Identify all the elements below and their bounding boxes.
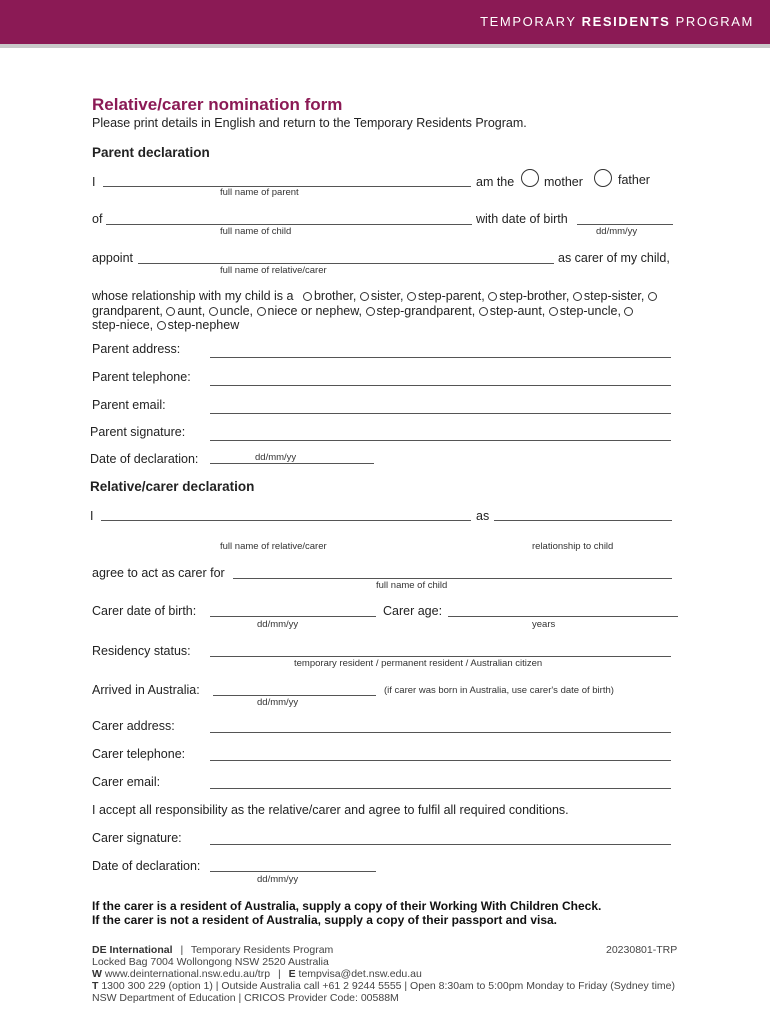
- parent-telephone-field[interactable]: [210, 385, 671, 386]
- relationship-label: step-aunt,: [489, 303, 546, 318]
- parent-date-label: Date of declaration:: [90, 452, 199, 466]
- relationship-radio[interactable]: [257, 307, 266, 316]
- relationship-label: uncle,: [219, 303, 254, 318]
- full-name-parent-hint: full name of parent: [220, 187, 299, 198]
- parent-address-label: Parent address:: [92, 342, 181, 356]
- parent-email-label: Parent email:: [92, 398, 166, 412]
- footer-website[interactable]: www.deinternational.nsw.edu.au/trp: [104, 968, 271, 980]
- residency-field[interactable]: [210, 656, 671, 657]
- wwcc-notice: If the carer is a resident of Australia, supply a copy of their Working With Children Check.: [92, 899, 602, 913]
- with-dob-label: with date of birth: [476, 212, 568, 226]
- parent-address-field[interactable]: [210, 357, 671, 358]
- carer-age-field[interactable]: [448, 616, 678, 617]
- carer-name-field[interactable]: [138, 263, 554, 264]
- footer-dept: NSW Department of Education | CRICOS Provider Code: 00588M: [92, 992, 399, 1004]
- carer-email-label: Carer email:: [92, 775, 161, 789]
- relationship-label: aunt,: [177, 303, 206, 318]
- carer-signature-field[interactable]: [210, 844, 671, 845]
- carer-full-name-hint: full name of relative/carer: [220, 541, 327, 552]
- carer-years-hint: years: [532, 619, 556, 630]
- carer-date-label: Date of declaration:: [92, 859, 201, 873]
- relationship-radio[interactable]: [479, 307, 488, 316]
- arrived-hint: dd/mm/yy: [257, 697, 299, 708]
- as-carer-label: as carer of my child,: [558, 251, 670, 265]
- relationship-label: step-parent,: [417, 289, 485, 303]
- carer-i-label: I: [90, 509, 94, 523]
- father-radio[interactable]: [594, 169, 612, 187]
- carer-age-label: Carer age:: [383, 604, 443, 618]
- relationship-label: step-grandparent,: [376, 303, 476, 318]
- relationship-radio[interactable]: [366, 307, 375, 316]
- relationship-label: step-sister,: [583, 289, 645, 303]
- relationship-options: [92, 289, 662, 333]
- passport-notice: If the carer is not a resident of Australia, supply a copy of their passport and visa.: [92, 913, 558, 927]
- relationship-label: step-uncle,: [559, 303, 621, 318]
- footer-separator: |: [180, 944, 184, 956]
- carer-dob-field[interactable]: [210, 616, 376, 617]
- arrived-label: Arrived in Australia:: [92, 683, 200, 697]
- parent-date-hint: dd/mm/yy: [255, 452, 297, 463]
- relationship-label: step-niece,: [92, 318, 154, 332]
- full-name-child-hint: full name of child: [220, 226, 292, 237]
- parent-i-label: I: [92, 175, 96, 189]
- arrived-field[interactable]: [213, 695, 376, 696]
- accept-statement: I accept all responsibility as the relative/carer and agree to fulfil all required conditions.: [92, 803, 569, 817]
- relationship-radio[interactable]: [624, 307, 633, 316]
- carer-dob-hint: dd/mm/yy: [257, 619, 299, 630]
- carer-address-field[interactable]: [210, 732, 671, 733]
- footer-separator: |: [277, 968, 281, 980]
- footer-w-label: W: [92, 968, 102, 980]
- child-dob-field[interactable]: [577, 224, 673, 225]
- relationship-label: step-brother,: [499, 289, 570, 303]
- carer-for-child-field[interactable]: [233, 578, 672, 579]
- footer-e-label: E: [288, 968, 296, 980]
- program-brand: TEMPORARY RESIDENTS PROGRAM: [480, 14, 754, 29]
- footer-phone-line: [92, 980, 675, 992]
- relationship-radio[interactable]: [549, 307, 558, 316]
- child-dob-hint: dd/mm/yy: [596, 226, 638, 237]
- appoint-label: appoint: [92, 251, 134, 265]
- footer-contact-line: [92, 968, 422, 980]
- relationship-label: step-nephew: [167, 318, 240, 332]
- footer-org-line: [92, 944, 333, 956]
- am-the-label: am the: [476, 175, 515, 189]
- relationship-radio[interactable]: [303, 292, 312, 301]
- carer-telephone-field[interactable]: [210, 760, 671, 761]
- carer-telephone-label: Carer telephone:: [92, 747, 186, 761]
- carer-email-field[interactable]: [210, 788, 671, 789]
- parent-date-field[interactable]: [210, 463, 374, 464]
- mother-radio[interactable]: [521, 169, 539, 187]
- parent-signature-label: Parent signature:: [90, 425, 186, 439]
- footer-code: 20230801-TRP: [606, 944, 678, 956]
- header-bar: [0, 0, 770, 44]
- carer-as-label: as: [476, 509, 490, 523]
- carer-child-name-hint: full name of child: [376, 580, 448, 591]
- carer-date-field[interactable]: [210, 871, 376, 872]
- footer-email[interactable]: tempvisa@det.nsw.edu.au: [298, 968, 422, 980]
- relationship-label: niece or nephew,: [267, 303, 363, 318]
- parent-signature-field[interactable]: [210, 440, 671, 441]
- arrived-note: (if carer was born in Australia, use carer's date of birth): [384, 685, 614, 696]
- father-label: father: [618, 173, 650, 187]
- relationship-radio[interactable]: [209, 307, 218, 316]
- footer-org: DE International: [92, 944, 173, 956]
- carer-full-name-field[interactable]: [101, 520, 471, 521]
- relationship-to-child-hint: relationship to child: [532, 541, 614, 552]
- relationship-intro: whose relationship with my child is a: [92, 289, 294, 303]
- relationship-radio[interactable]: [573, 292, 582, 301]
- relationship-label: sister,: [370, 289, 404, 303]
- parent-telephone-label: Parent telephone:: [92, 370, 191, 384]
- residency-hint: temporary resident / permanent resident / Australian citizen: [294, 658, 543, 669]
- residency-label: Residency status:: [92, 644, 191, 658]
- carer-declaration-heading: Relative/carer declaration: [90, 479, 255, 494]
- relationship-radio[interactable]: [488, 292, 497, 301]
- carer-address-label: Carer address:: [92, 719, 175, 733]
- relationship-radio[interactable]: [648, 292, 657, 301]
- relationship-radio[interactable]: [360, 292, 369, 301]
- footer-phone: 1300 300 229 (option 1) | Outside Australia call +61 2 9244 5555 | Open 8:30am to 5:00pm Monday to Friday (Sydney time): [101, 980, 676, 992]
- footer-address: Locked Bag 7004 Wollongong NSW 2520 Australia: [92, 956, 329, 968]
- carer-date-hint: dd/mm/yy: [257, 874, 299, 885]
- mother-label: mother: [544, 175, 583, 189]
- parent-declaration-heading: Parent declaration: [92, 145, 210, 160]
- relationship-label: brother,: [313, 289, 357, 303]
- parent-email-field[interactable]: [210, 413, 671, 414]
- header-divider: [0, 44, 770, 48]
- of-label: of: [92, 212, 103, 226]
- relationship-radio[interactable]: [407, 292, 416, 301]
- carer-dob-label: Carer date of birth:: [92, 604, 197, 618]
- form-title: Relative/carer nomination form: [92, 95, 343, 114]
- child-name-field[interactable]: [106, 224, 472, 225]
- relationship-label: grandparent,: [92, 303, 163, 318]
- full-name-relative-hint: full name of relative/carer: [220, 265, 327, 276]
- form-instructions: Please print details in English and return to the Temporary Residents Program.: [92, 116, 527, 130]
- relationship-radio[interactable]: [157, 321, 166, 330]
- relationship-radio[interactable]: [166, 307, 175, 316]
- footer-t-label: T: [92, 980, 99, 992]
- carer-signature-label: Carer signature:: [92, 831, 182, 845]
- agree-label: agree to act as carer for: [92, 566, 225, 580]
- carer-relationship-field[interactable]: [494, 520, 672, 521]
- footer-program: Temporary Residents Program: [190, 944, 334, 956]
